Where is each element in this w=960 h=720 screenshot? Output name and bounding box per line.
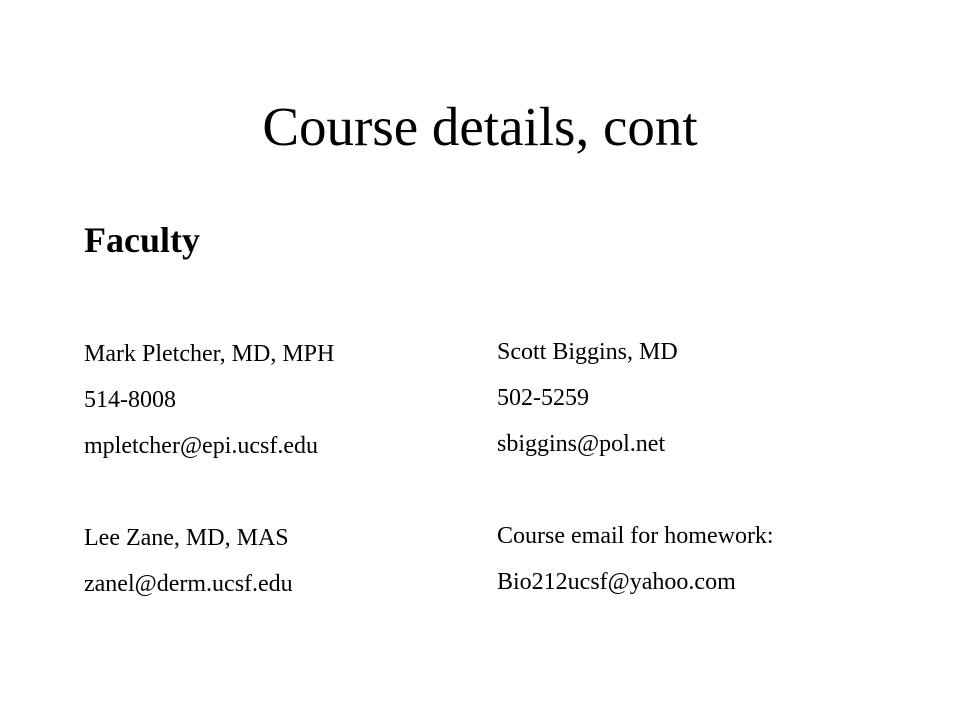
course-email-address: Bio212ucsf@yahoo.com (497, 569, 736, 595)
section-heading-faculty: Faculty (84, 220, 200, 260)
course-email-label: Course email for homework: (497, 523, 774, 549)
faculty-phone: 514-8008 (84, 387, 176, 413)
faculty-name: Mark Pletcher, MD, MPH (84, 341, 335, 367)
faculty-name: Scott Biggins, MD (497, 339, 678, 365)
faculty-email: mpletcher@epi.ucsf.edu (84, 433, 319, 459)
faculty-phone: 502-5259 (497, 385, 589, 411)
faculty-email: zanel@derm.ucsf.edu (84, 571, 293, 597)
slide-title: Course details, cont (262, 96, 698, 157)
faculty-email: sbiggins@pol.net (497, 431, 666, 457)
faculty-name: Lee Zane, MD, MAS (84, 525, 289, 551)
